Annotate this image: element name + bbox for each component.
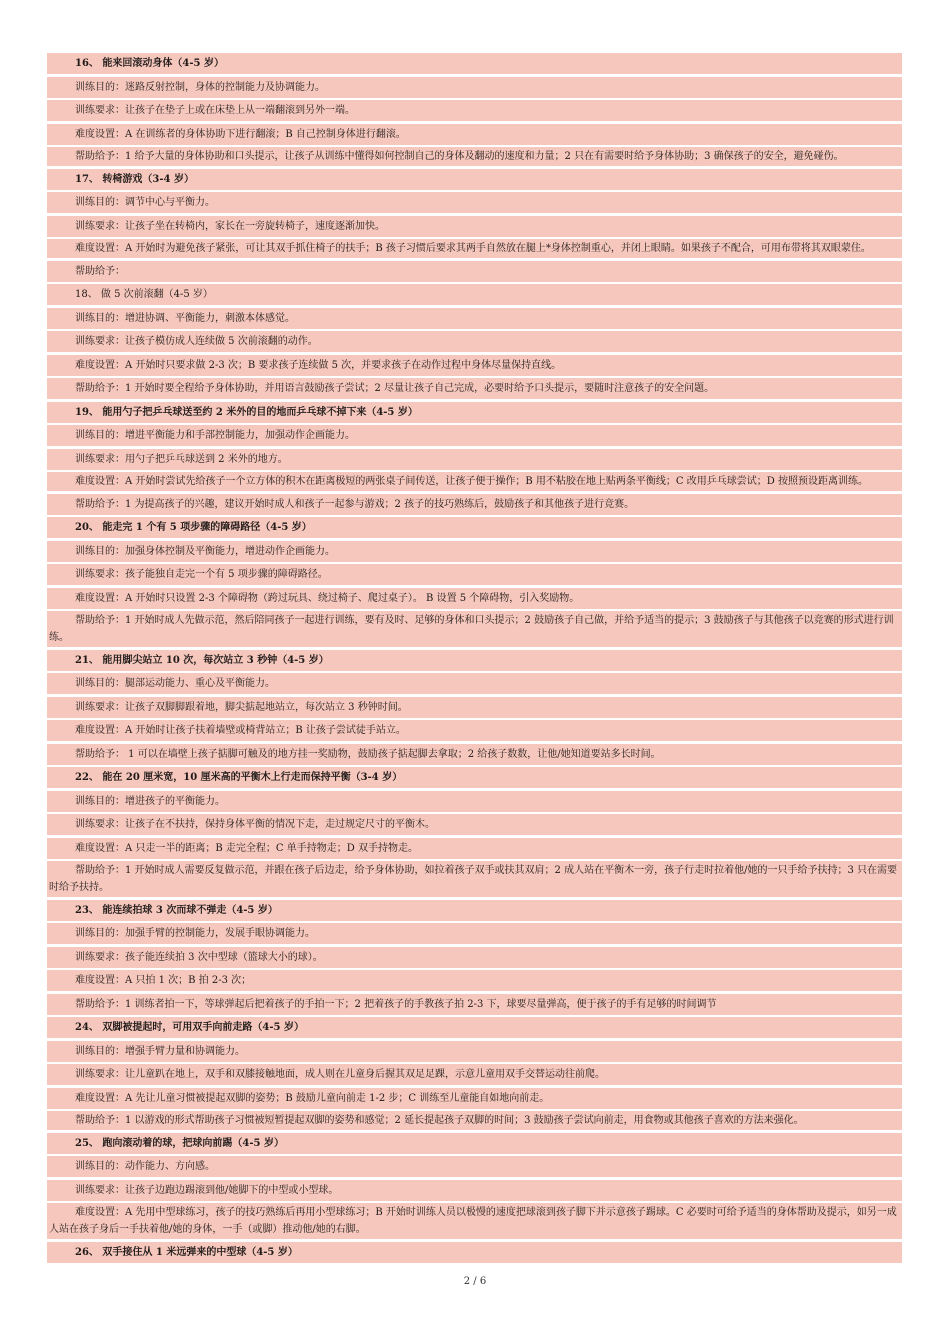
paragraph: 训练要求：让儿童趴在地上，双手和双膝接触地面，成人则在儿童身后握其双足足踝，示意儿童用双手交替运动往前爬。 xyxy=(47,1064,902,1085)
paragraph: 难度设置：A 开始时只设置 2-3 个障碍物（跨过玩具、绕过椅子、爬过桌子）。 B 设置 5 个障碍物，引入奖励物。 xyxy=(47,588,902,609)
paragraph: 训练要求：让孩子在垫子上或在床垫上从一端翻滚到另外一端。 xyxy=(47,100,902,121)
section-heading: 20、 能走完 1 个有 5 项步骤的障碍路径（4-5 岁） xyxy=(47,517,902,538)
paragraph: 难度设置：A 先用中型球练习，孩子的技巧熟练后再用小型球练习；B 开始时训练人员以极慢的速度把球滚到孩子脚下并示意孩子踢球。C 必要时可给予适当的身体帮助及提示，如另一成人站在孩子身后一手扶着他/她的身体，一手（或脚）推动他/她的右脚。 xyxy=(47,1203,902,1239)
paragraph: 训练目的：增进协调、平衡能力，刺激本体感觉。 xyxy=(47,308,902,329)
paragraph: 训练目的：增进平衡能力和手部控制能力，加强动作企画能力。 xyxy=(47,425,902,446)
paragraph: 训练要求：用勺子把乒乓球送到 2 米外的地方。 xyxy=(47,449,902,470)
paragraph: 训练目的：调节中心与平衡力。 xyxy=(47,192,902,213)
paragraph: 帮助给予：1 给予大量的身体协助和口头提示，让孩子从训练中懂得如何控制自己的身体及翻动的速度和力量；2 只在有需要时给予身体协助；3 确保孩子的安全，避免碰伤。 xyxy=(47,147,902,166)
section-heading: 24、 双脚被提起时，可用双手向前走路（4-5 岁） xyxy=(47,1017,902,1038)
paragraph: 训练要求：让孩子在不扶持，保持身体平衡的情况下走，走过规定尺寸的平衡木。 xyxy=(47,814,902,835)
paragraph: 帮助给予：1 训练者拍一下，等球弹起后把着孩子的手拍一下；2 把着孩子的手教孩子拍 2-3 下，球要尽量弹高，便于孩子的手有足够的时间调节 xyxy=(47,994,902,1015)
paragraph: 训练目的：腿部运动能力、重心及平衡能力。 xyxy=(47,673,902,694)
paragraph: 难度设置：A 先让儿童习惯被提起双脚的姿势；B 鼓励儿童向前走 1-2 步；C 训练至儿童能自如地向前走。 xyxy=(47,1088,902,1109)
section-heading: 17、 转椅游戏（3-4 岁） xyxy=(47,169,902,190)
section-heading: 22、 能在 20 厘米宽，10 厘米高的平衡木上行走而保持平衡（3-4 岁） xyxy=(47,767,902,788)
section-heading: 21、 能用脚尖站立 10 次，每次站立 3 秒钟（4-5 岁） xyxy=(47,650,902,671)
paragraph: 训练目的：增进孩子的平衡能力。 xyxy=(47,791,902,812)
paragraph: 帮助给予：1 以游戏的形式帮助孩子习惯被短暂提起双脚的姿势和感觉；2 延长提起孩子双脚的时间；3 鼓励孩子尝试向前走，用食物或其他孩子喜欢的方法来强化。 xyxy=(47,1111,902,1130)
paragraph: 训练要求：让孩子模仿成人连续做 5 次前滚翻的动作。 xyxy=(47,331,902,352)
section-heading: 25、 跑向滚动着的球，把球向前踢（4-5 岁） xyxy=(47,1133,902,1154)
paragraph: 训练目的：增强手臂力量和协调能力。 xyxy=(47,1041,902,1062)
paragraph: 帮助给予：1 为提高孩子的兴趣，建议开始时成人和孩子一起参与游戏；2 孩子的技巧熟练后，鼓励孩子和其他孩子进行竞赛。 xyxy=(47,494,902,515)
paragraph: 难度设置：A 开始时只要求做 2-3 次；B 要求孩子连续做 5 次，并要求孩子在动作过程中身体尽量保持直线。 xyxy=(47,355,902,376)
document-body xyxy=(47,53,902,1264)
paragraph: 帮助给予：1 开始时成人需要反复做示范，并跟在孩子后边走，给予身体协助，如拉着孩子双手或扶其双肩；2 成人站在平衡木一旁，孩子行走时拉着他/她的一只手给予扶持；3 只在需要时给予扶持。 xyxy=(47,861,902,897)
paragraph: 难度设置：A 开始时为避免孩子紧张，可让其双手抓住椅子的扶手；B 孩子习惯后要求其两手自然放在腿上*身体控制重心，并闭上眼睛。如果孩子不配合，可用布带将其双眼蒙住。 xyxy=(47,239,902,258)
page-number: 2 / 6 xyxy=(463,1276,487,1287)
paragraph: 训练要求：让孩子边跑边踢滚到他/她脚下的中型或小型球。 xyxy=(47,1180,902,1201)
paragraph: 帮助给予：1 开始时成人先做示范，然后陪同孩子一起进行训练，要有及时、足够的身体和口头提示；2 鼓励孩子自己做，并给予适当的提示；3 鼓励孩子与其他孩子以竞赛的形式进行训练。 xyxy=(47,611,902,647)
paragraph: 帮助给予： 1 可以在墙壁上孩子掂脚可触及的地方挂一奖励物，鼓励孩子掂起脚去拿取；2 给孩子数数，让他/她知道要站多长时间。 xyxy=(47,744,902,765)
paragraph: 训练要求：让孩子坐在转椅内，家长在一旁旋转椅子，速度逐渐加快。 xyxy=(47,216,902,237)
paragraph: 难度设置：A 开始时让孩子扶着墙壁或椅背站立；B 让孩子尝试徒手站立。 xyxy=(47,720,902,741)
paragraph: 18、 做 5 次前滚翻（4-5 岁） xyxy=(47,284,902,305)
paragraph: 帮助给予：1 开始时要全程给予身体协助，并用语言鼓励孩子尝试；2 尽量让孩子自己完成，必要时给予口头提示，要随时注意孩子的安全问题。 xyxy=(47,378,902,399)
section-heading: 26、 双手接住从 1 米远弹来的中型球（4-5 岁） xyxy=(47,1242,902,1263)
section-heading: 16、 能来回滚动身体（4-5 岁） xyxy=(47,53,902,74)
paragraph: 训练目的：迷路反射控制，身体的控制能力及协调能力。 xyxy=(47,77,902,98)
paragraph: 训练目的：加强手臂的控制能力，发展手眼协调能力。 xyxy=(47,923,902,944)
paragraph: 训练要求：孩子能独自走完一个有 5 项步骤的障碍路径。 xyxy=(47,564,902,585)
paragraph: 训练要求：让孩子双脚脚跟着地，脚尖掂起地站立，每次站立 3 秒钟时间。 xyxy=(47,697,902,718)
paragraph: 帮助给予： xyxy=(47,261,902,282)
section-heading: 19、 能用勺子把乒乓球送至约 2 米外的目的地而乒乓球不掉下来（4-5 岁） xyxy=(47,402,902,423)
paragraph: 训练要求：孩子能连续拍 3 次中型球（篮球大小的球）。 xyxy=(47,947,902,968)
paragraph: 训练目的：动作能力、方向感。 xyxy=(47,1156,902,1177)
paragraph: 难度设置：A 只走一半的距离；B 走完全程；C 单手持物走；D 双手持物走。 xyxy=(47,838,902,859)
paragraph: 难度设置：A 在训练者的身体协助下进行翻滚；B 自己控制身体进行翻滚。 xyxy=(47,124,902,145)
paragraph: 难度设置：A 开始时尝试先给孩子一个立方体的积木在距离极短的两张桌子间传送，让孩子便于操作；B 用不粘胶在地上贴两条平衡线；C 改用乒乓球尝试；D 按照预设距离训练。 xyxy=(47,472,902,491)
paragraph: 难度设置：A 只拍 1 次；B 拍 2-3 次； xyxy=(47,970,902,991)
section-heading: 23、 能连续拍球 3 次而球不弹走（4-5 岁） xyxy=(47,900,902,921)
paragraph: 训练目的：加强身体控制及平衡能力，增进动作企画能力。 xyxy=(47,541,902,562)
